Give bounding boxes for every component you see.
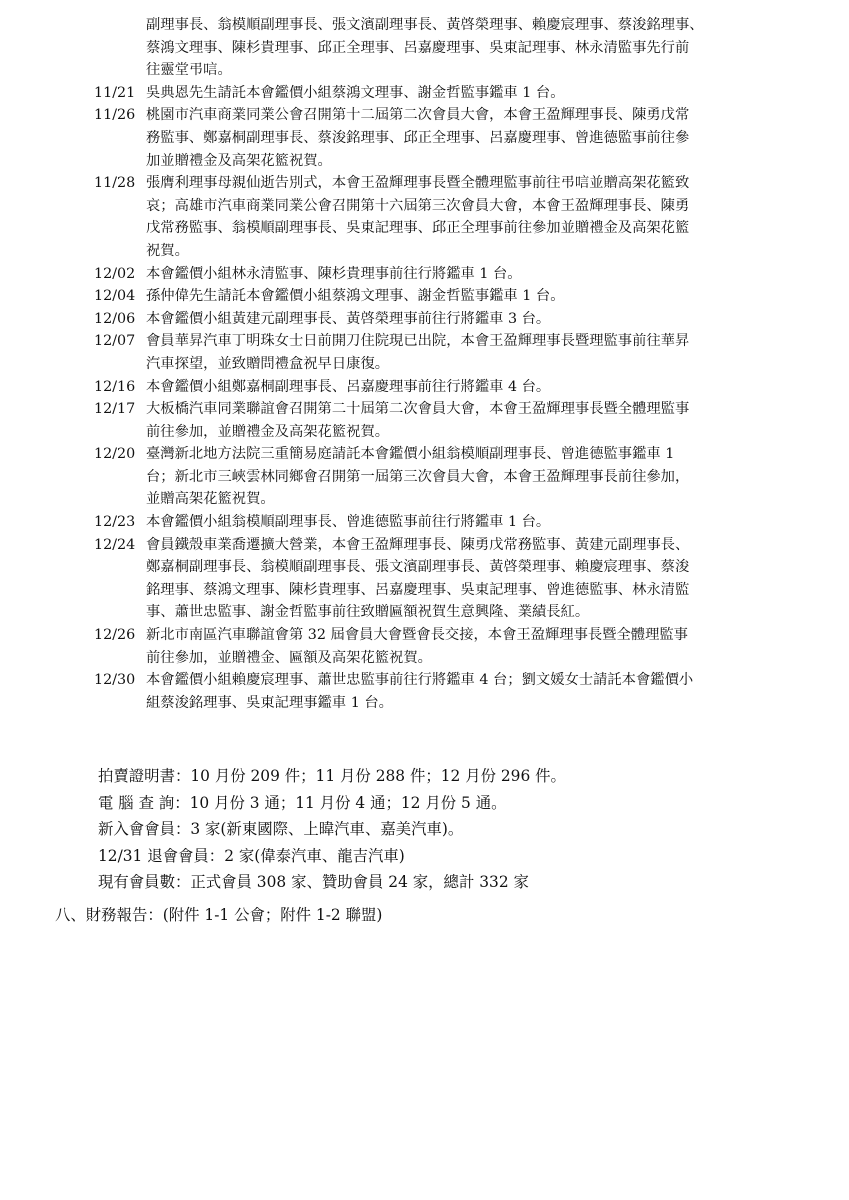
log-entry xyxy=(94,14,812,82)
log-entry xyxy=(94,669,812,714)
activity-log xyxy=(94,14,812,714)
log-date: 11/26 xyxy=(94,107,136,124)
current-member-count: 現有會員數：正式會員 308 家、贊助會員 24 家，總計 332 家 xyxy=(98,873,529,891)
log-date: 12/16 xyxy=(94,378,136,395)
log-entry xyxy=(94,104,812,172)
log-text: 臺灣新北地方法院三重簡易庭請託本會鑑價小組翁模順副理事長、曾進德監事鑑車 1 台；新北市三峽雲林同鄉會召開第一屆第三次會員大會，本會王盈輝理事長前往參加， 並贈高架花籃祝賀。 xyxy=(146,446,690,508)
withdrawn-member-count: 12/31 退會會員：2 家(偉泰汽車、龍吉汽車) xyxy=(98,846,405,865)
log-text: 本會鑑價小組黃建元副理事長、黃啓榮理事前往行將鑑車 3 台。 xyxy=(146,310,551,327)
log-text: 張膺利理事母親仙逝告別式，本會王盈輝理事長暨全體理監事前往弔唁並贈高架花籃致 哀；高雄市汽車商業同業公會召開第十六屆第三次會員大會，本會王盈輝理事長、陳勇 戊常務監事、翁模順副理事長、吳東記理事、邱正全理事前往參加並贈禮金及高架花籃 祝賀。 xyxy=(146,175,690,259)
log-entry xyxy=(94,285,812,308)
log-text: 吳典恩先生請託本會鑑價小組蔡鴻文理事、謝金哲監事鑑車 1 台。 xyxy=(146,84,565,101)
computer-query-count: 電 腦 查 詢：10 月份 3 通；11 月份 4 通；12 月份 5 通。 xyxy=(98,793,507,812)
log-date: 11/21 xyxy=(94,84,136,101)
section-heading-financial-report: 八、財務報告：(附件 1-1 公會；附件 1-2 聯盟) xyxy=(55,906,383,924)
log-text: 大板橋汽車同業聯誼會召開第二十屆第二次會員大會，本會王盈輝理事長暨全體理監事 前往參加，並贈禮金及高架花籃祝賀。 xyxy=(146,401,690,440)
log-text: 會員鐵殼車業喬遷擴大營業，本會王盈輝理事長、陳勇戊常務監事、黃建元副理事長、 鄭嘉桐副理事長、翁模順副理事長、張文濱副理事長、黃啓榮理事、賴慶宸理事、蔡浚 銘理事、蔡鴻文理事、陳杉貴理事、呂嘉慶理事、吳東記理事、曾進德監事、林永清監 事、蕭世忠監事、謝金哲監事前往致贈匾額祝賀生意興隆、業績長紅。 xyxy=(146,536,690,621)
log-text: 本會鑑價小組翁模順副理事長、曾進德監事前往行將鑑車 1 台。 xyxy=(146,514,551,531)
log-entry xyxy=(94,511,812,534)
log-date: 11/28 xyxy=(94,175,136,192)
log-date: 12/26 xyxy=(94,627,136,644)
auction-certificate-count: 拍賣證明書：10 月份 209 件；11 月份 288 件；12 月份 296 件。 xyxy=(98,767,566,785)
log-entry xyxy=(94,82,812,105)
log-text: 本會鑑價小組賴慶宸理事、蕭世忠監事前往行將鑑車 4 台；劉文媛女士請託本會鑑價小 組蔡浚銘理事、吳東記理事鑑車 1 台。 xyxy=(146,672,694,711)
log-text: 桃園市汽車商業同業公會召開第十二屆第二次會員大會，本會王盈輝理事長、陳勇戊常 務監事、鄭嘉桐副理事長、蔡浚銘理事、邱正全理事、呂嘉慶理事、曾進德監事前往參 加並贈禮金及高架花籃祝賀。 xyxy=(146,107,690,169)
log-date: 12/20 xyxy=(94,446,136,463)
log-entry xyxy=(94,308,812,331)
log-date: 12/04 xyxy=(94,288,136,305)
log-date: 12/17 xyxy=(94,401,136,418)
log-entry xyxy=(94,376,812,399)
log-text: 會員華昇汽車丁明珠女士日前開刀住院現已出院，本會王盈輝理事長暨理監事前往華昇 汽車探望，並致贈問禮盒祝早日康復。 xyxy=(146,333,690,372)
log-text: 孫仲偉先生請託本會鑑價小組蔡鴻文理事、謝金哲監事鑑車 1 台。 xyxy=(146,288,565,305)
log-entry xyxy=(94,443,812,511)
log-date: 12/07 xyxy=(94,333,136,350)
log-entry xyxy=(94,398,812,443)
log-date: 12/24 xyxy=(94,536,136,553)
new-member-count: 新入會會員：3 家(新東國際、上暐汽車、嘉美汽車)。 xyxy=(98,820,464,838)
log-entry xyxy=(94,624,812,669)
log-text: 本會鑑價小組林永清監事、陳杉貴理事前往行將鑑車 1 台。 xyxy=(146,265,522,282)
log-text: 新北市南區汽車聯誼會第 32 屆會員大會暨會長交接，本會王盈輝理事長暨全體理監事 前往參加，並贈禮金、匾額及高架花籃祝賀。 xyxy=(146,627,688,666)
log-text: 本會鑑價小組鄭嘉桐副理事長、呂嘉慶理事前往行將鑑車 4 台。 xyxy=(146,378,551,395)
log-entry xyxy=(94,534,812,624)
log-entry xyxy=(94,172,812,262)
log-date: 12/06 xyxy=(94,310,136,327)
log-date: 12/30 xyxy=(94,672,136,689)
log-date: 12/02 xyxy=(94,265,136,282)
statistics-summary xyxy=(98,763,566,896)
log-text: 副理事長、翁模順副理事長、張文濱副理事長、黃啓榮理事、賴慶宸理事、蔡浚銘理事、 蔡鴻文理事、陳杉貴理事、邱正全理事、呂嘉慶理事、吳東記理事、林永清監事先行前 往靈堂弔唁。 xyxy=(146,17,704,79)
log-date: 12/23 xyxy=(94,514,136,531)
log-entry xyxy=(94,330,812,375)
log-entry xyxy=(94,263,812,286)
